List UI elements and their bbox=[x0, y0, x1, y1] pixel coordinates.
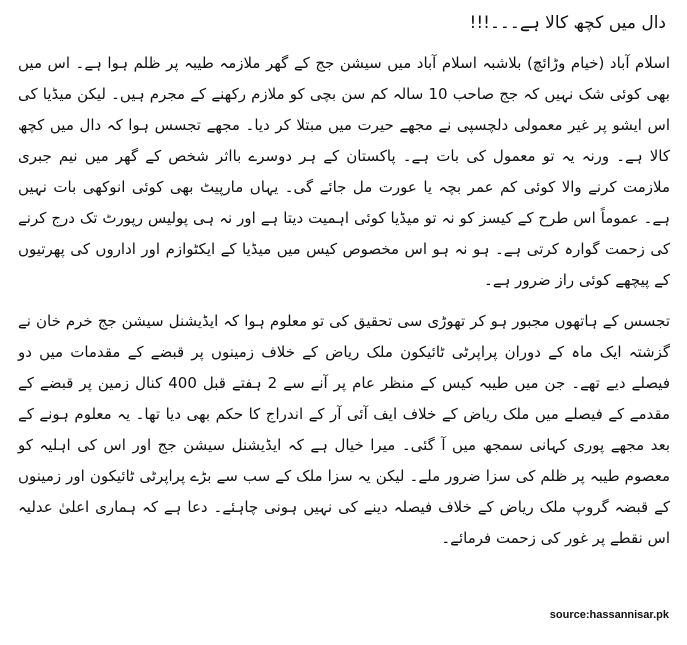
article bbox=[18, 8, 670, 608]
article-title: دال میں کچھ کالا ہے۔۔۔!!! bbox=[469, 13, 666, 33]
article-paragraph-2: تجسس کے ہاتھوں مجبور ہو کر تھوڑی سی تحقیق کی تو معلوم ہوا کہ ایڈیشنل سیشن جج خرم خان نے گزشتہ ایک ماہ کے دوران پراپرٹی ٹائیکون ملک ریاض کے خلاف زمینوں پر قبضے کے مقدمات میں دو فیصلے دیے تھے۔ جن میں طیبہ کیس کے منظر عام پر آنے سے 2 ہفتے قبل 400 کنال زمین پر قبضے کے مقدمے کے فیصلے میں ملک ریاض کے خلاف ایف آئی آر کے اندراج کا حکم بھی دیا تھا۔ یہ معلوم ہونے کے بعد مجھے پوری کہانی سمجھ میں آ گئی۔ میرا خیال ہے کہ ایڈیشنل سیشن جج اور اس کی اہلیہ کو معصوم طیبہ پر ظلم کی سزا ضرور ملے۔ لیکن یہ سزا ملک کے سب سے بڑے پراپرٹی ٹائیکون اور زمینوں کے قبضہ گروپ ملک ریاض کے خلاف فیصلہ دینے کی نہیں ہونی چاہئے۔ دعا ہے کہ ہماری اعلیٰ عدلیہ اس نقطے پر غور کی زحمت فرمائے۔ bbox=[18, 312, 670, 547]
article-paragraph-1: اسلام آباد (خیام وڑائچ) بلاشبہ اسلام آباد میں سیشن جج کے گھر ملازمہ طیبہ پر ظلم ہوا ہے۔ اس میں بھی کوئی شک نہیں کہ جج صاحب 10 سالہ کم سن بچی کو ملازم رکھنے کے مجرم ہیں۔ لیکن میڈیا کی اس ایشو پر غیر معمولی دلچسپی نے مجھے حیرت میں مبتلا کر دیا۔ مجھے تجسس ہوا کہ دال میں کچھ کالا ہے۔ ورنہ یہ تو معمول کی بات ہے۔ پاکستان کے ہر دوسرے بااثر شخص کے گھر میں نیم جبری ملازمت کرنے والا کوئی کم عمر بچہ یا عورت مل جائے گی۔ یہاں مارپیٹ بھی کوئی انوکھی بات نہیں ہے۔ عموماً اس طرح کے کیسز کو نہ تو میڈیا کوئی اہمیت دیتا ہے اور نہ ہی پولیس رپورٹ تک درج کرنے کی زحمت گوارہ کرتی ہے۔ ہو نہ ہو اس مخصوص کیس میں میڈیا کے ایکٹوازم اور اداروں کی پھرتیوں کے پیچھے کوئی راز ضرور ہے۔ bbox=[18, 54, 670, 289]
source-credit: source:hassannisar.pk bbox=[549, 609, 669, 621]
